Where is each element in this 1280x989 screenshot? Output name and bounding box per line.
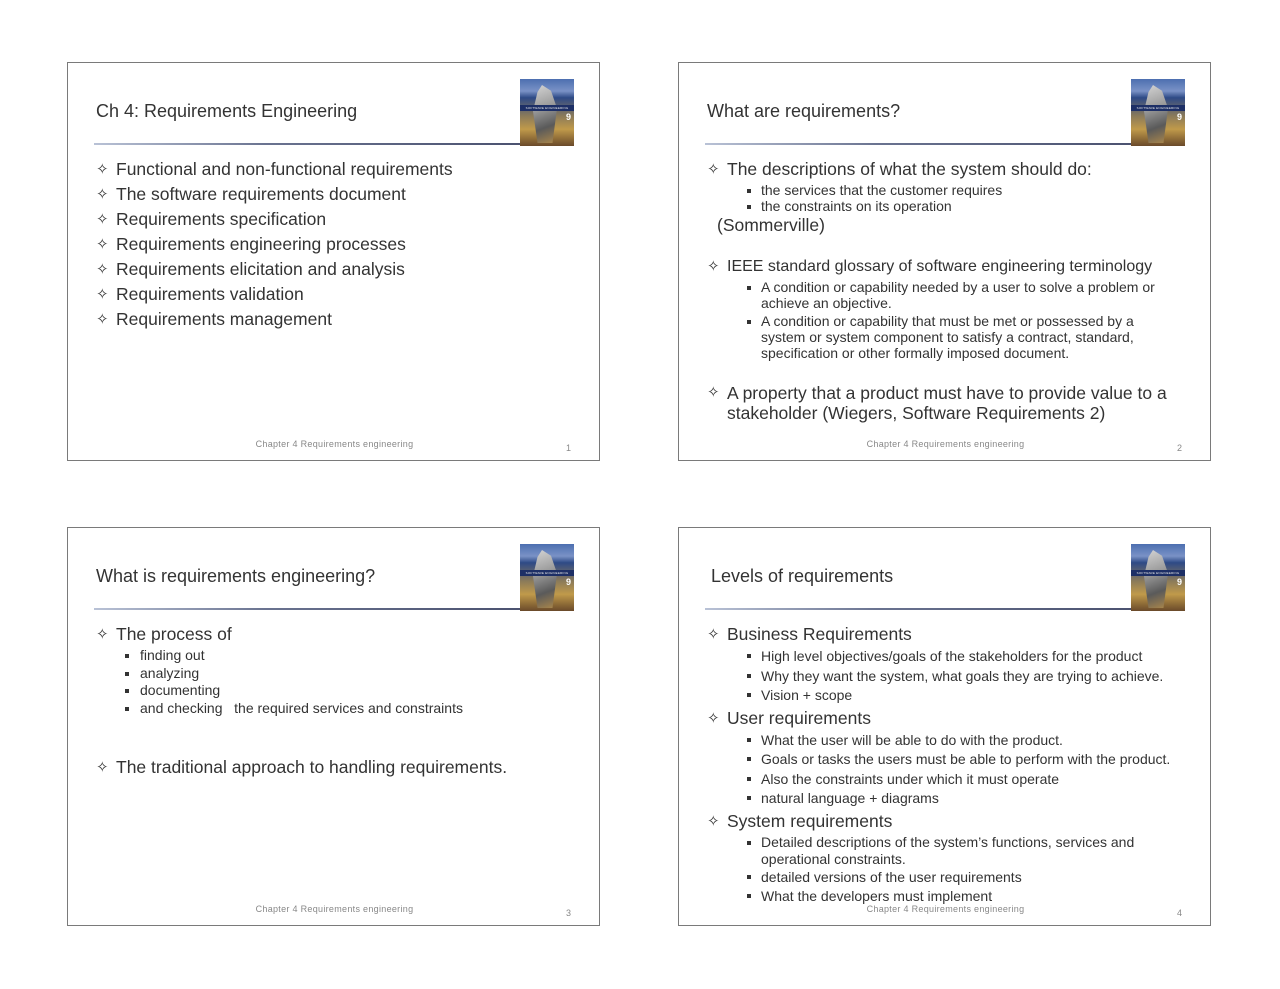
star-bullet-icon: ✧ (96, 236, 109, 253)
square-bullet-icon (125, 707, 129, 711)
slide-title: What is requirements engineering? (96, 566, 376, 586)
page-number: 1 (565, 443, 571, 453)
book-cover-image (520, 544, 574, 611)
title-rule (705, 143, 1133, 145)
slide-title: Levels of requirements (711, 566, 894, 586)
star-bullet-icon: ✧ (96, 759, 109, 777)
title-rule (94, 608, 522, 610)
cover-edition: 9 (565, 112, 571, 122)
star-bullet-icon: ✧ (96, 211, 109, 228)
cover-edition: 9 (565, 577, 571, 587)
square-bullet-icon (747, 894, 751, 898)
star-bullet-icon: ✧ (707, 161, 720, 178)
page-number: 2 (1176, 443, 1182, 453)
square-bullet-icon (125, 672, 129, 676)
star-bullet-icon: ✧ (96, 626, 109, 643)
sub-bullet-item: finding out (96, 647, 576, 665)
slide-footer: Chapter 4 Requirements engineering (866, 439, 1025, 449)
square-bullet-icon (747, 286, 751, 290)
star-bullet-icon: ✧ (96, 161, 109, 178)
sub-bullet-item: the constraints on its operation (707, 198, 1187, 214)
square-bullet-icon (747, 777, 751, 781)
square-bullet-icon (747, 189, 751, 193)
star-bullet-icon: ✧ (96, 261, 109, 278)
slide-title: What are requirements? (707, 101, 901, 121)
star-bullet-icon: ✧ (707, 384, 720, 401)
bullet-item: ✧ Requirements management (96, 307, 576, 332)
bullet-item: ✧ System requirements (707, 809, 1207, 834)
sub-bullet-item: the services that the customer requires (707, 182, 1187, 198)
bullet-item: ✧ Business Requirements (707, 622, 1207, 647)
square-bullet-icon (747, 738, 751, 742)
star-bullet-icon: ✧ (96, 286, 109, 303)
square-bullet-icon (125, 654, 129, 658)
bullet-item: ✧ Requirements specification (96, 207, 576, 232)
slide-body (707, 622, 1207, 907)
sub-bullet-item: Also the constraints under which it must operate (707, 770, 1207, 790)
bullet-item: ✧ Requirements validation (96, 282, 576, 307)
bullet-item: ✧ The software requirements document (96, 182, 576, 207)
book-cover-image (520, 79, 574, 146)
book-cover-image (1131, 544, 1185, 611)
slide-4 (678, 527, 1211, 926)
title-rule (94, 143, 522, 145)
cover-edition: 9 (1176, 112, 1182, 122)
page-number: 4 (1176, 908, 1182, 918)
square-bullet-icon (747, 205, 751, 209)
star-bullet-icon: ✧ (707, 812, 720, 830)
star-bullet-icon: ✧ (707, 258, 720, 275)
square-bullet-icon (747, 757, 751, 761)
square-bullet-icon (747, 320, 751, 324)
sub-bullet-item: and checking the required services and constraints (96, 700, 576, 718)
sub-bullet-item: Why they want the system, what goals they are trying to achieve. (707, 667, 1207, 687)
bullet-item: ✧ A property that a product must have to provide value to a stakeholder (Wiegers, Software Requirements 2) (707, 383, 1167, 423)
star-bullet-icon: ✧ (96, 311, 109, 328)
bullet-item: ✧ The process of (96, 622, 576, 647)
slide-3 (67, 527, 600, 926)
cover-band-text: SOFTWARE ENGINEERING (525, 106, 569, 110)
star-bullet-icon: ✧ (707, 709, 720, 727)
slide-1 (67, 62, 600, 461)
sub-bullet-item: detailed versions of the user requirements (707, 868, 1207, 888)
square-bullet-icon (747, 693, 751, 697)
cover-band-text: SOFTWARE ENGINEERING (1136, 106, 1180, 110)
square-bullet-icon (747, 841, 751, 845)
slide-body (707, 157, 1187, 423)
slide-title: Ch 4: Requirements Engineering (96, 101, 358, 121)
source-note: (Sommerville) (717, 215, 825, 235)
sub-bullet-item: Vision + scope (707, 686, 1207, 706)
slide-body (96, 622, 576, 780)
cover-band-text: SOFTWARE ENGINEERING (1136, 571, 1180, 575)
slide-2 (678, 62, 1211, 461)
title-rule (705, 608, 1133, 610)
bullet-item: ✧ Functional and non-functional requirements (96, 157, 576, 182)
book-cover-image (1131, 79, 1185, 146)
bullet-item: ✧ Requirements elicitation and analysis (96, 257, 576, 282)
slide-body (96, 157, 576, 332)
square-bullet-icon (747, 674, 751, 678)
bullet-item: ✧ User requirements (707, 706, 1207, 731)
slide-footer: Chapter 4 Requirements engineering (255, 439, 414, 449)
bullet-item: ✧ IEEE standard glossary of software engineering terminology (707, 254, 1187, 279)
square-bullet-icon (125, 689, 129, 693)
page-number: 3 (565, 908, 571, 918)
sub-bullet-item: Detailed descriptions of the system’s functions, services and operational constraints. (707, 834, 1207, 868)
bullet-item: ✧ The descriptions of what the system should do: (707, 157, 1187, 182)
slide-footer: Chapter 4 Requirements engineering (255, 904, 414, 914)
cover-band-text: SOFTWARE ENGINEERING (525, 571, 569, 575)
sub-bullet-item: Goals or tasks the users must be able to perform with the product. (707, 750, 1207, 770)
cover-edition: 9 (1176, 577, 1182, 587)
sub-bullet-item: analyzing (96, 665, 576, 683)
star-bullet-icon: ✧ (96, 186, 109, 203)
star-bullet-icon: ✧ (707, 626, 720, 643)
sub-bullet-item: A condition or capability that must be met or possessed by a system or system component to satisfy a contract, standard, specification or other formally imposed document. (707, 313, 1187, 361)
bullet-item: ✧ Requirements engineering processes (96, 232, 576, 257)
sub-bullet-item: What the developers must implement (707, 887, 1207, 907)
slide-footer: Chapter 4 Requirements engineering (866, 904, 1025, 914)
bullet-item: ✧ The traditional approach to handling requirements. (96, 755, 576, 780)
square-bullet-icon (747, 796, 751, 800)
sub-bullet-item: natural language + diagrams (707, 789, 1207, 809)
sub-bullet-item: High level objectives/goals of the stakeholders for the product (707, 647, 1207, 667)
sub-bullet-item: A condition or capability needed by a user to solve a problem or achieve an objective. (707, 279, 1187, 311)
sub-bullet-item: What the user will be able to do with the product. (707, 731, 1207, 751)
square-bullet-icon (747, 875, 751, 879)
square-bullet-icon (747, 654, 751, 658)
sub-bullet-item: documenting (96, 682, 576, 700)
